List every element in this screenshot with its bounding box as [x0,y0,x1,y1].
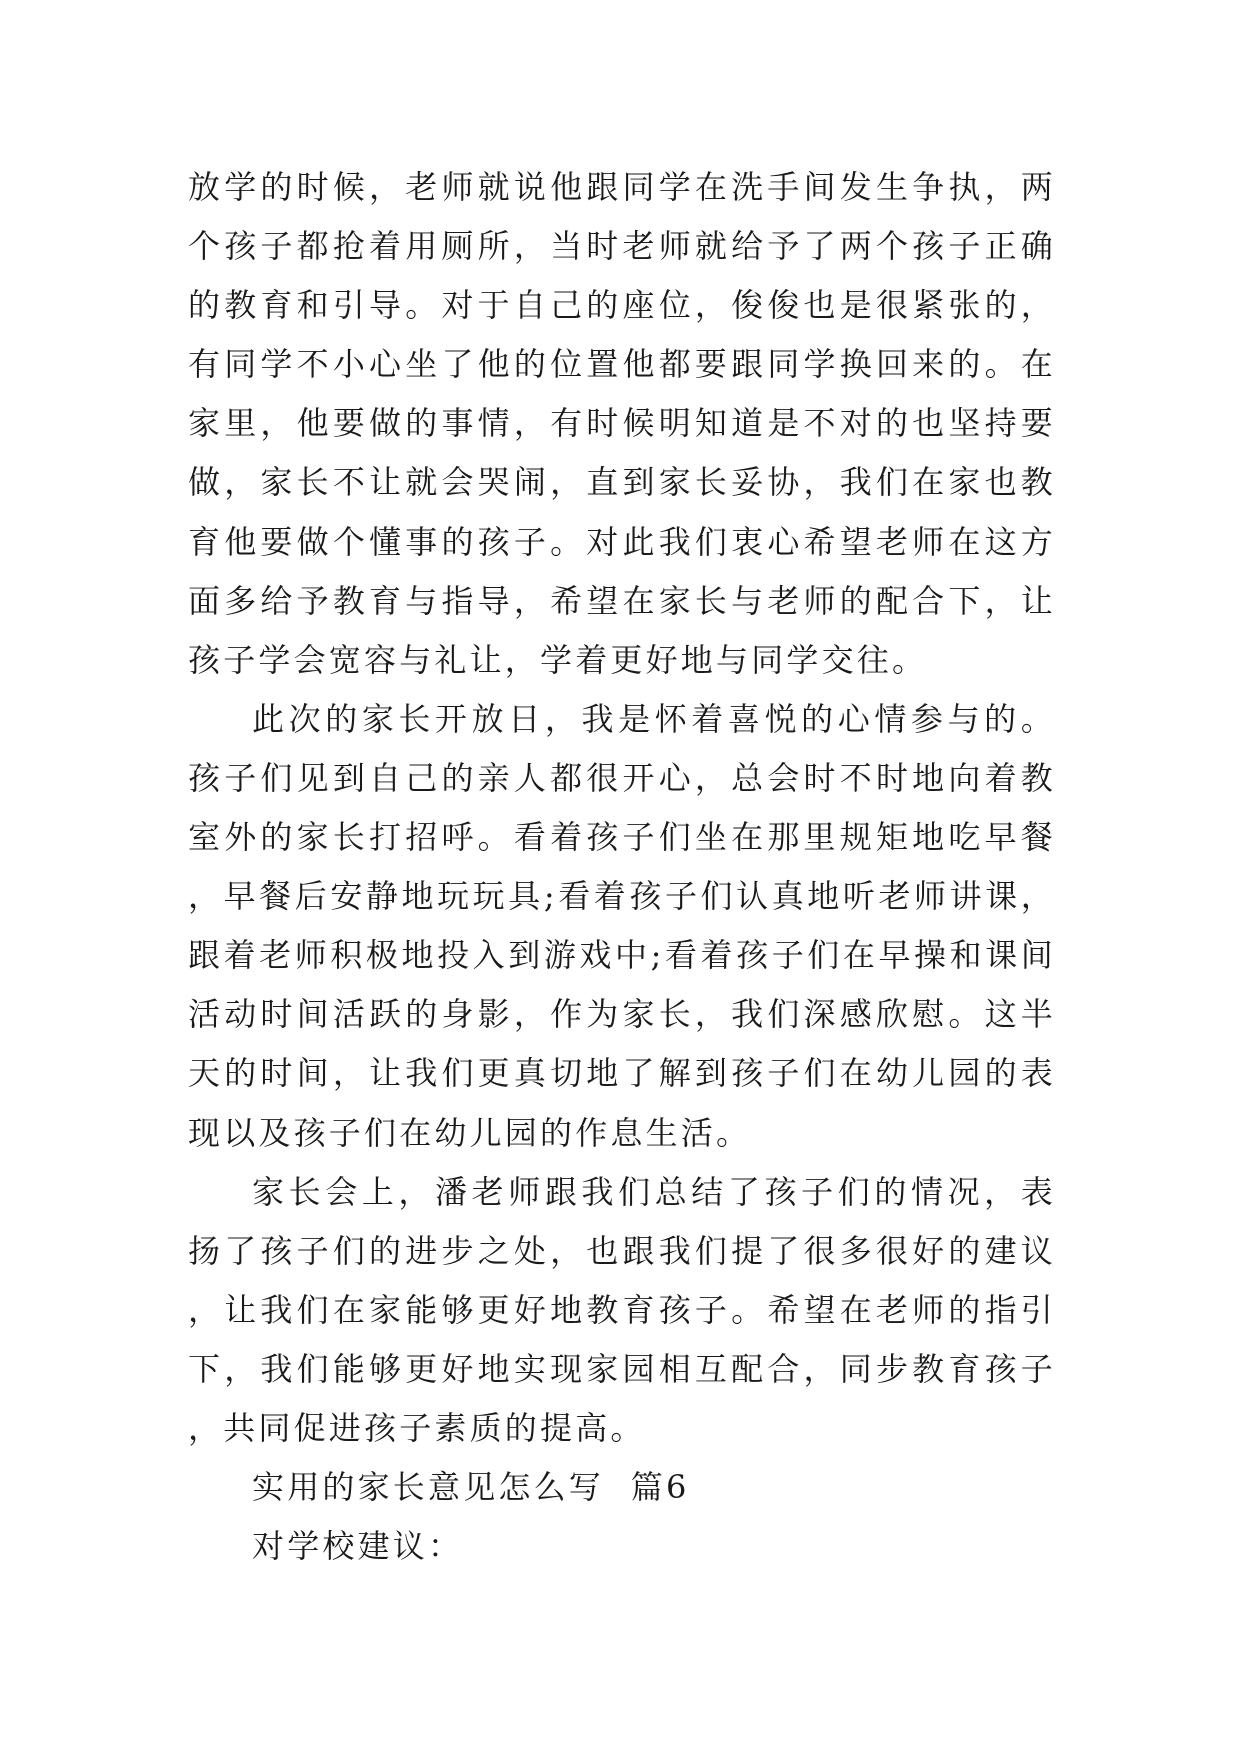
paragraph-3: 家长会上，潘老师跟我们总结了孩子们的情况，表扬了孩子们的进步之处，也跟我们提了很多很好的建议，让我们在家能够更好地教育孩子。希望在老师的指引下，我们能够更好地实现家园相互配合，同步教育孩子，共同促进孩子素质的提高。 [188,1172,1056,1447]
paragraph-1: 放学的时候，老师就说他跟同学在洗手间发生争执，两个孩子都抢着用厕所，当时老师就给予了两个孩子正确的教育和引导。对于自己的座位，俊俊也是很紧张的，有同学不小心坐了他的位置他都要跟同学换回来的。在家里，他要做的事情，有时候明知道是不对的也坚持要做，家长不让就会哭闹，直到家长妥协，我们在家也教育他要做个懂事的孩子。对此我们衷心希望老师在这方面多给予教育与指导，希望在家长与老师的配合下，让孩子学会宽容与礼让，学着更好地与同学交往。 [188,168,1056,679]
document-body [188,158,1056,1576]
paragraph-2: 此次的家长开放日，我是怀着喜悦的心情参与的。孩子们见到自己的亲人都很开心，总会时不时地向着教室外的家长打招呼。看着孩子们坐在那里规矩地吃早餐，早餐后安静地玩玩具;看着孩子们认真地听老师讲课，跟着老师积极地投入到游戏中;看着孩子们在早操和课间活动时间活跃的身影，作为家长，我们深感欣慰。这半天的时间，让我们更真切地了解到孩子们在幼儿园的表现以及孩子们在幼儿园的作息生活。 [188,699,1056,1152]
subheading: 对学校建议： [252,1527,464,1566]
section-heading: 实用的家长意见怎么写 篇6 [252,1468,690,1507]
